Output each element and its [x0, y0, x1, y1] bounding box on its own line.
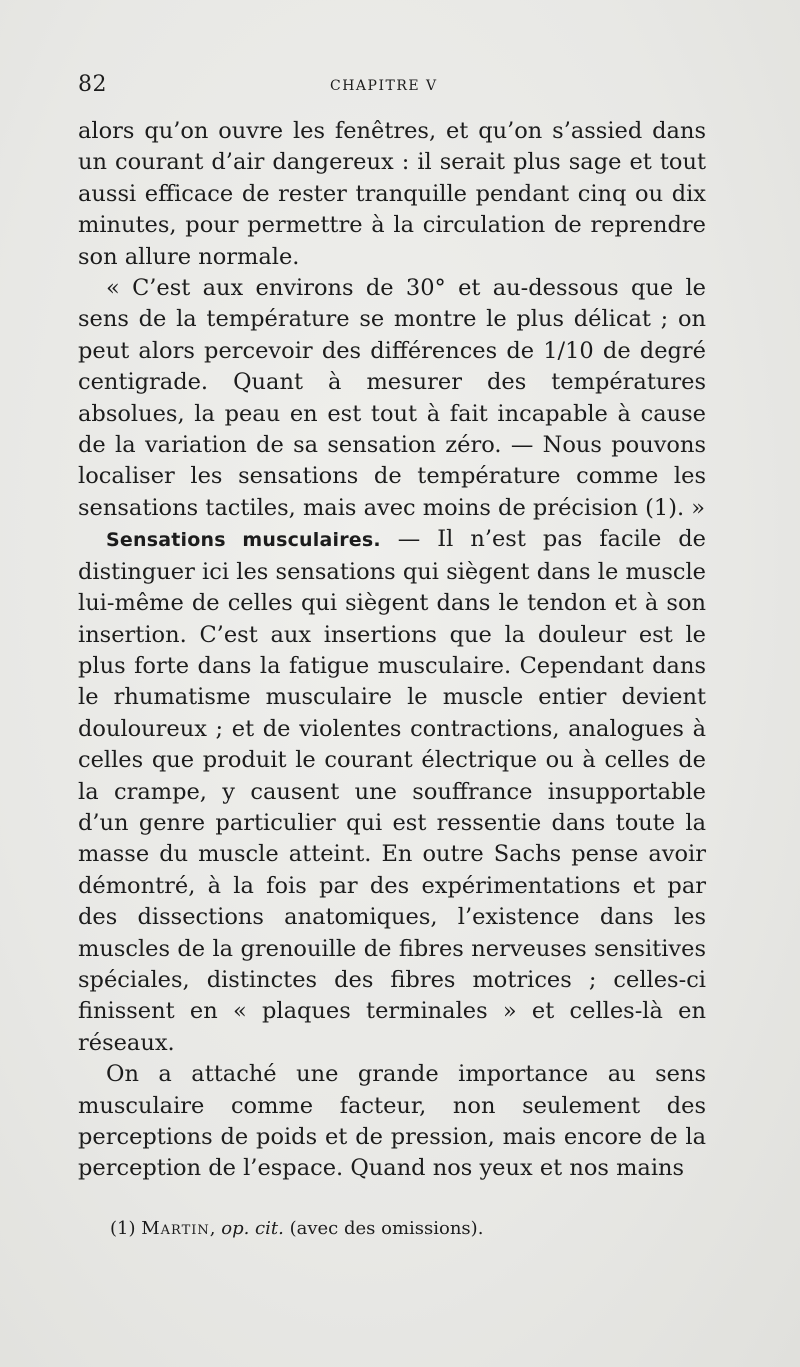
- footnote-marker: (1): [110, 1218, 136, 1239]
- running-head: CHAPITRE V: [330, 78, 438, 94]
- paragraph-3-text: — Il n’est pas facile de distinguer ici les sensations qui siègent dans le muscle lui-même de celles qui siègent dans le tendon et à son insertion. C’est aux insertions que la douleur est le plus forte dans la fatigue musculaire. Cependant dans le rhumatisme musculaire le muscle entier devient douloureux ; et de violentes contractions, analogues à celles que produit le courant électrique ou à celles de la crampe, y causent une souffrance insupportable d’un genre particulier qui est ressentie dans toute la masse du muscle atteint. En outre Sachs pense avoir démontré, à la fois par des expérimentations et par des dissections anatomiques, l’existence dans les muscles de la grenouille de fibres nerveuses sensitives spéciales, distinctes des fibres motrices ; celles-ci finissent en « plaques terminales » et celles-là en réseaux.: [78, 526, 706, 1056]
- footnote-author: Martin: [141, 1218, 210, 1239]
- paragraph-2: « C’est aux environs de 30° et au-dessous que le sens de la température se montre le plus délicat ; on peut alors percevoir des différences de 1/10 de degré centigrade. Quant à mesurer des températures absolues, la peau en est tout à fait incapable à cause de la variation de sa sensation zéro. — Nous pouvons localiser les sensations de température comme les sensations tactiles, mais avec moins de précision (1). »: [78, 275, 706, 521]
- footnote-ref: op. cit.: [221, 1218, 284, 1239]
- section-heading: Sensations musculaires.: [106, 529, 381, 552]
- page-header: [78, 72, 718, 102]
- paragraph-4: On a attaché une grande importance au sens musculaire comme facteur, non seulement des perceptions de poids et de pression, mais encore de la perception de l’espace. Quand nos yeux et nos mains: [78, 1061, 706, 1182]
- footnote-note: (avec des omissions).: [289, 1218, 484, 1239]
- page-number: 82: [78, 72, 107, 97]
- paragraph-3: [78, 524, 706, 1059]
- footnote: (1) Martin, op. cit. (avec des omissions).: [110, 1218, 484, 1239]
- body-text: [78, 116, 706, 1185]
- paragraph-1: alors qu’on ouvre les fenêtres, et qu’on s’assied dans un courant d’air dangereux : il serait plus sage et tout aussi efficace de rester tranquille pendant cinq ou dix minutes, pour permettre à la circulation de reprendre son allure normale.: [78, 118, 706, 270]
